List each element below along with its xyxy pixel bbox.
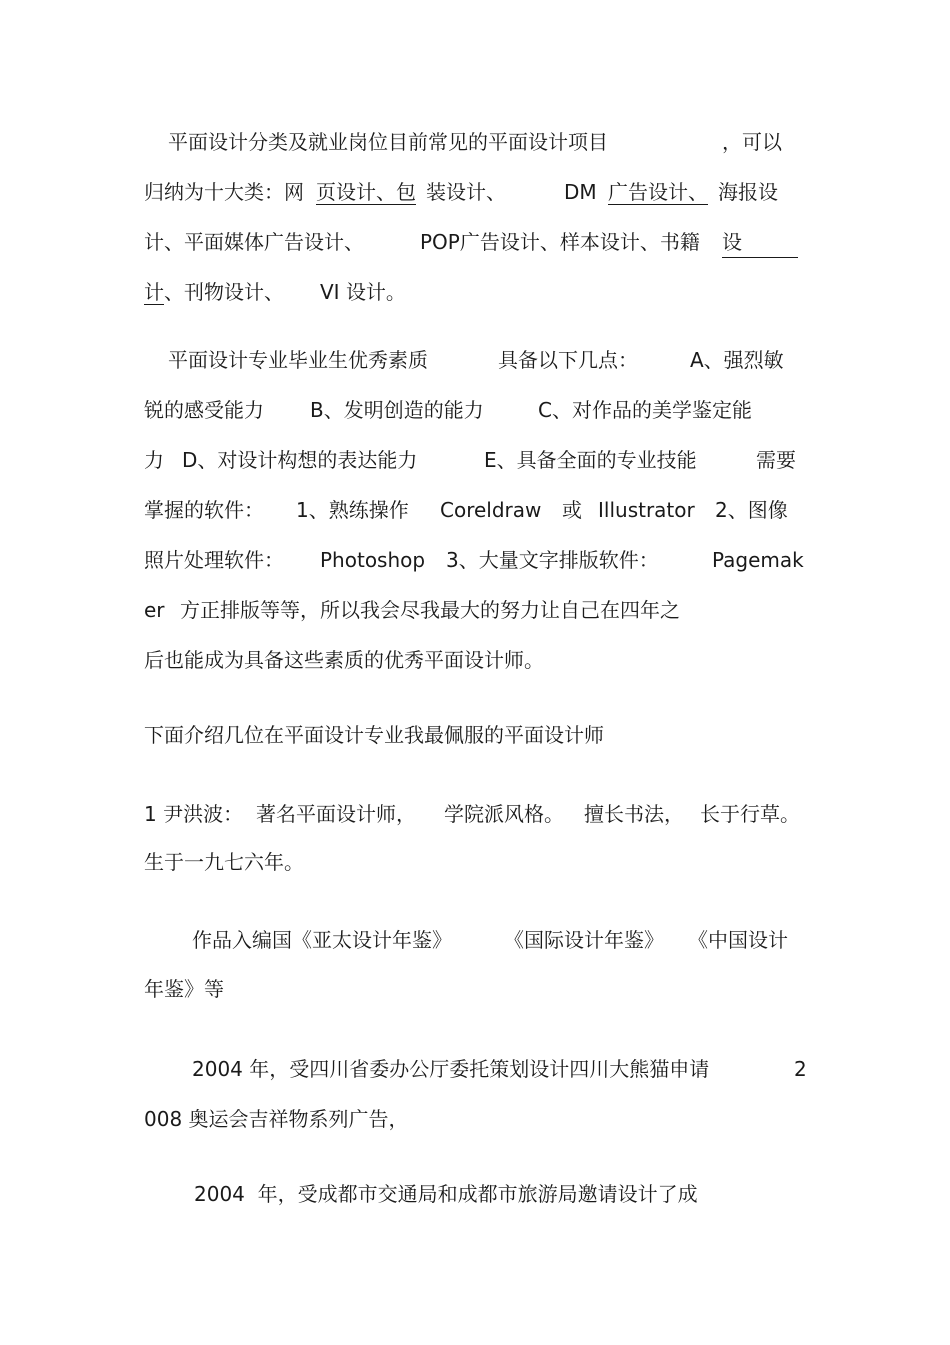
p1-line2-packaging: 装设计、 bbox=[426, 180, 506, 204]
p2-line3-text: 力 bbox=[144, 448, 164, 472]
p1-line3-pop: POP广告设计、样本设计、书籍 bbox=[420, 230, 700, 254]
p2-line4-or: 或 bbox=[562, 498, 582, 522]
designer-style: 学院派风格。 bbox=[444, 802, 564, 826]
p2-line4-text: 掌握的软件： bbox=[144, 498, 264, 522]
designer-skill: 擅长书法， bbox=[584, 802, 684, 826]
p2-line2-tail: C、对作品的美学鉴定能 bbox=[538, 398, 752, 422]
p2-line5-text: 照片处理软件： bbox=[144, 548, 284, 572]
p2-line5-photoshop: Photoshop bbox=[320, 548, 426, 572]
p2-line1-text: 平面设计专业毕业生优秀素质 bbox=[168, 348, 428, 372]
p1-line4-vi: VI 设计。 bbox=[320, 280, 406, 304]
p2-line7-text: 后也能成为具备这些素质的优秀平面设计师。 bbox=[144, 648, 544, 672]
p2-line1-tail: A、强烈敏 bbox=[690, 348, 784, 372]
p2-line4-b: 1、熟练操作 bbox=[296, 498, 409, 522]
p1-line4-underlined: 计 bbox=[144, 280, 164, 304]
p1-underlined-webdesign: 页设计、包 bbox=[316, 180, 416, 204]
works-line1-text: 作品入编国《亚太设计年鉴》 bbox=[192, 928, 452, 952]
p1-line3-text: 计、平面媒体广告设计、 bbox=[144, 230, 364, 254]
p2-line2-mid: B、发明创造的能力 bbox=[310, 398, 484, 422]
event2-line1-text: 2004 年，受成都市交通局和成都市旅游局邀请设计了成 bbox=[194, 1182, 698, 1206]
p1-line2-poster: 海报设 bbox=[718, 180, 778, 204]
event1-line2-text: 008 奥运会吉祥物系列广告， bbox=[144, 1107, 409, 1131]
p2-line1-mid: 具备以下几点： bbox=[498, 348, 638, 372]
designer-title: 著名平面设计师， bbox=[256, 802, 416, 826]
designer-specialty: 长于行草。 bbox=[700, 802, 800, 826]
p2-line3-e: E、具备全面的专业技能 bbox=[484, 448, 697, 472]
intro-heading: 下面介绍几位在平面设计专业我最佩服的平面设计师 bbox=[144, 723, 604, 747]
p1-underlined-advert: 广告设计、 bbox=[608, 180, 708, 204]
works-line1-tail: 《中国设计 bbox=[688, 928, 788, 952]
p2-line4-illustrator: Illustrator bbox=[598, 498, 695, 522]
p1-line3-underlined: 设 bbox=[722, 230, 742, 254]
event1-line1-text: 2004 年，受四川省委办公厅委托策划设计四川大熊猫申请 bbox=[192, 1057, 710, 1081]
p1-line2-dm: DM bbox=[564, 180, 597, 204]
p2-line4-tail: 2、图像 bbox=[715, 498, 788, 522]
p1-line4-text: 、刊物设计、 bbox=[164, 280, 284, 304]
designer-name: 1 尹洪波： bbox=[144, 802, 244, 826]
event1-line1-tail: 2 bbox=[794, 1057, 807, 1081]
p1-line2-text: 归纳为十大类：网 bbox=[144, 180, 304, 204]
p2-line3-tail: 需要 bbox=[756, 448, 796, 472]
p2-line3-d: D、对设计构想的表达能力 bbox=[182, 448, 418, 472]
p1-line1-text: 平面设计分类及就业岗位目前常见的平面设计项目 bbox=[168, 130, 608, 154]
p2-line2-text: 锐的感受能力 bbox=[144, 398, 264, 422]
designer-born: 生于一九七六年。 bbox=[144, 850, 304, 874]
p2-line6-head: er bbox=[144, 598, 165, 622]
works-line2-text: 年鉴》等 bbox=[144, 977, 224, 1001]
works-line1-mid: 《国际设计年鉴》 bbox=[504, 928, 664, 952]
p2-line6-text: 方正排版等等，所以我会尽我最大的努力让自己在四年之 bbox=[180, 598, 680, 622]
p1-line1-tail: ，可以 bbox=[722, 130, 782, 154]
underline-rule bbox=[722, 257, 798, 258]
p2-line5-c: 3、大量文字排版软件： bbox=[446, 548, 659, 572]
p2-line5-tail: Pagemak bbox=[712, 548, 804, 572]
p2-line4-coreldraw: Coreldraw bbox=[440, 498, 542, 522]
